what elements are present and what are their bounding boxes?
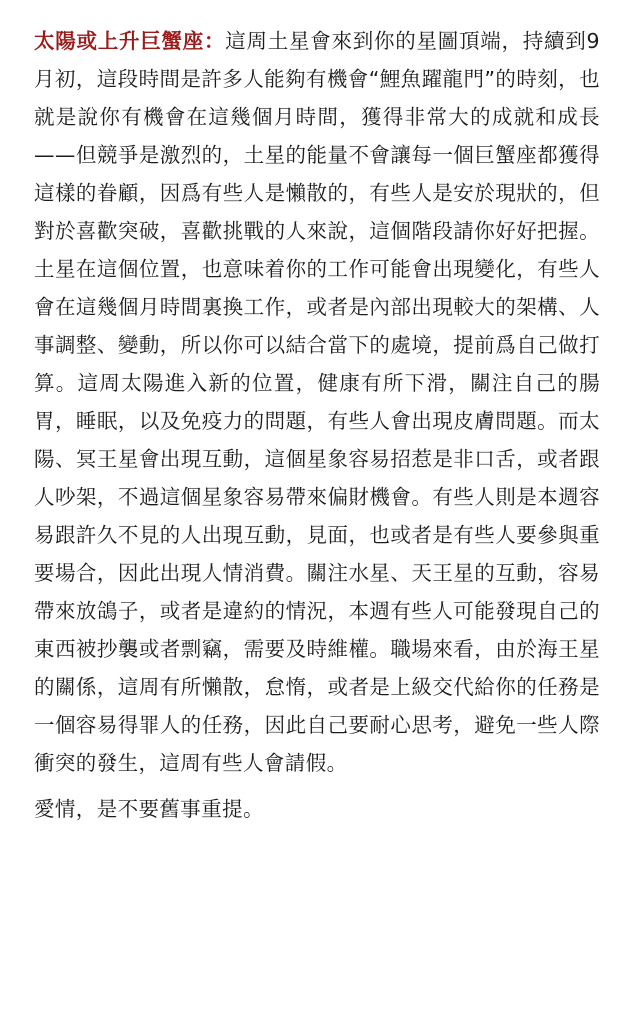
zodiac-heading: 太陽或上升巨蟹座： [34, 29, 226, 53]
cancer-forecast-paragraph [34, 22, 600, 782]
love-paragraph: 愛情，是不要舊事重提。 [34, 797, 264, 821]
horoscope-article [34, 22, 600, 828]
forecast-body: 這周土星會來到你的星圖頂端，持續到9月初，這段時間是許多人能夠有機會“鯉魚躍龍門”的時刻，也就是說你有機會在這幾個月時間，獲得非常大的成就和成長——但競爭是激烈的，土星的能量不會讓每一個巨蟹座都獲得這樣的眷顧，因爲有些人是懶散的，有些人是安於現狀的，但對於喜歡突破，喜歡挑戰的人來說，這個階段請你好好把握。土星在這個位置，也意味着你的工作可能會出現變化，有些人會在這幾個月時間裏換工作，或者是內部出現較大的架構、人事調整、變動，所以你可以結合當下的處境，提前爲自己做打算。這周太陽進入新的位置，健康有所下滑，關注自己的腸胃，睡眠，以及免疫力的問題，有些人會出現皮膚問題。而太陽、冥王星會出現互動，這個星象容易招惹是非口舌，或者跟人吵架，不過這個星象容易帶來偏財機會。有些人則是本週容易跟許久不見的人出現互動，見面，也或者是有些人要參與重要場合，因此出現人情消費。關注水星、天王星的互動，容易帶來放鴿子，或者是違約的情況，本週有些人可能發現自己的東西被抄襲或者剽竊，需要及時維權。職場來看，由於海王星的關係，這周有所懶散，怠惰，或者是上級交代給你的任務是一個容易得罪人的任務，因此自己要耐心思考，避免一些人際衝突的發生，這周有些人會請假。 [34, 29, 600, 775]
